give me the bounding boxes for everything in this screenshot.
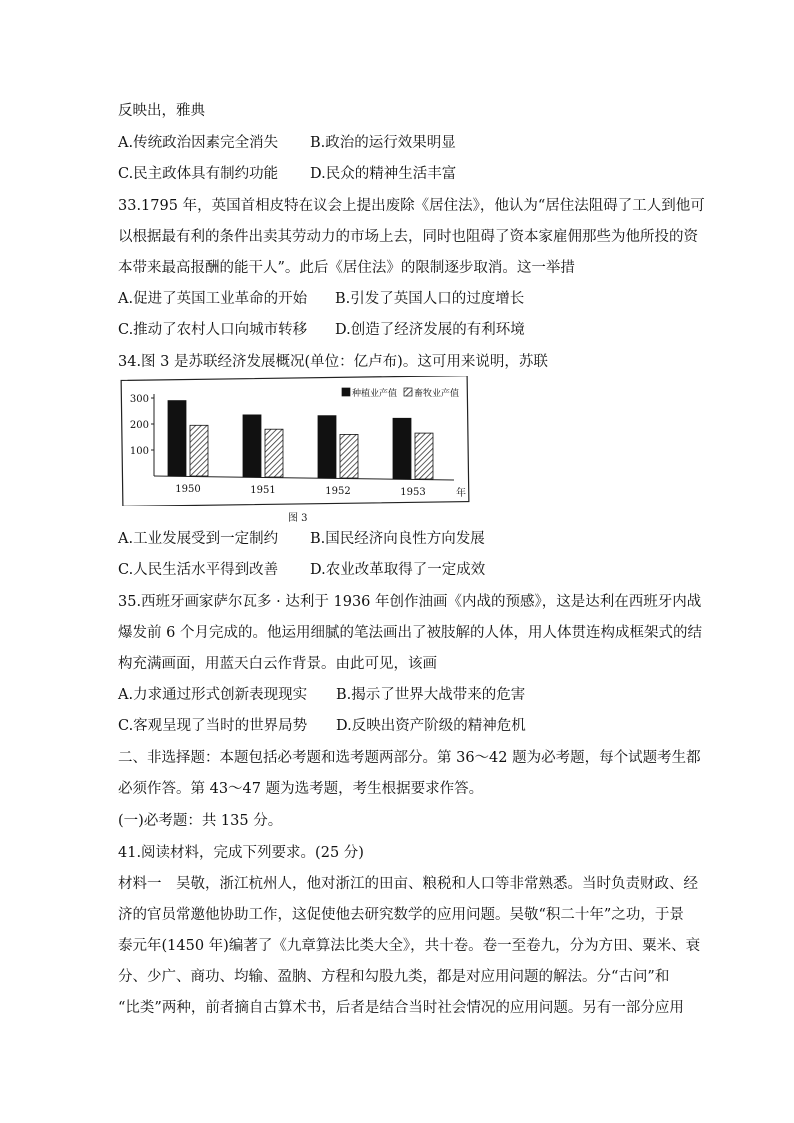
q33-stem-line-3: 本带来最高报酬的能干人”。此后《居住法》的限制逐步取消。这一举措: [118, 260, 575, 276]
q32-option-a: A.传统政治因素完全消失: [118, 135, 279, 151]
bar-livestock-1951: [265, 429, 283, 477]
q41-heading: 41.阅读材料，完成下列要求。(25 分): [118, 845, 364, 861]
q33-option-c: C.推动了农村人口向城市转移: [118, 322, 308, 338]
q34-option-c: C.人民生活水平得到改善: [118, 562, 279, 578]
material1-line-3: 泰元年(1450 年)编著了《九章算法比类大全》，共十卷。卷一至卷九，分为方田、粟米、衰: [118, 938, 701, 954]
bar-planting-1952: [318, 416, 336, 478]
q35-option-d: D.反映出资产阶级的精神危机: [336, 718, 526, 734]
x-axis-label: 年: [456, 488, 466, 499]
bar-planting-1950: [168, 401, 186, 476]
part2-intro-line-1: 二、非选择题：本题包括必考题和选考题两部分。第 36～42 题为必考题，每个试题考生都: [118, 750, 701, 766]
q35-stem-line-2: 爆发前 6 个月完成的。他运用细腻的笔法画出了被肢解的人体，用人体贯连构成框架式的结: [118, 625, 702, 641]
q32-option-b: B.政治的运行效果明显: [310, 135, 456, 151]
part2-intro-line-2: 必须作答。第 43～47 题为选考题，考生根据要求作答。: [118, 781, 484, 797]
x-tick-label: 1951: [250, 485, 276, 496]
q34-option-b: B.国民经济向良性方向发展: [310, 531, 485, 547]
required-section-heading: (一)必考题：共 135 分。: [118, 813, 283, 829]
legend-swatch: [404, 388, 412, 396]
bar-livestock-1953: [415, 433, 433, 479]
q32-option-c: C.民主政体具有制约功能: [118, 166, 279, 182]
bar-livestock-1952: [340, 434, 358, 478]
q32-option-d: D.民众的精神生活丰富: [310, 166, 457, 182]
legend-swatch: [342, 388, 350, 396]
q33-option-d: D.创造了经济发展的有利环境: [335, 322, 525, 338]
x-tick-label: 1950: [175, 484, 201, 495]
material1-line-5: “比类”两种，前者摘自古算术书，后者是结合当时社会情况的应用问题。另有一部分应用: [118, 1000, 684, 1016]
bar-livestock-1950: [190, 425, 208, 476]
q33-stem-line-1: 33.1795 年，英国首相皮特在议会上提出废除《居住法》，他认为“居住法阻碍了工人到他可: [118, 198, 705, 214]
q32-stem-tail: 反映出，雅典: [118, 103, 205, 119]
material1-line-1: 材料一 吴敬，浙江杭州人，他对浙江的田亩、粮税和人口等非常熟悉。当时负责财政、经: [118, 876, 698, 892]
figure-3-chart: [120, 376, 470, 506]
q35-option-c: C.客观呈现了当时的世界局势: [118, 718, 308, 734]
q33-option-b: B.引发了英国人口的过度增长: [335, 291, 525, 307]
x-tick-label: 1953: [400, 487, 426, 498]
bar-chart-svg: [120, 376, 470, 506]
q35-stem-line-3: 构充满画面，用蓝天白云作背景。由此可见，该画: [118, 656, 437, 672]
q34-stem: 34.图 3 是苏联经济发展概况(单位：亿卢布)。这可用来说明，苏联: [118, 354, 548, 370]
figure-caption: 图 3: [288, 513, 308, 524]
bar-planting-1951: [243, 415, 261, 477]
q34-option-a: A.工业发展受到一定制约: [118, 531, 279, 547]
q35-stem-line-1: 35.西班牙画家萨尔瓦多 · 达利于 1936 年创作油画《内战的预感》，这是达利在西班牙内战: [118, 594, 702, 610]
x-tick-label: 1952: [325, 486, 351, 497]
y-tick-label: 100: [129, 446, 149, 457]
q35-option-a: A.力求通过形式创新表现现实: [118, 687, 308, 703]
y-tick-label: 200: [129, 420, 149, 431]
legend-label: 种植业产值: [352, 389, 398, 399]
q33-option-a: A.促进了英国工业革命的开始: [118, 291, 308, 307]
legend-label: 畜牧业产值: [414, 389, 460, 399]
bar-planting-1953: [393, 418, 411, 479]
material1-line-4: 分、少广、商功、均输、盈朒、方程和勾股九类，都是对应用问题的解法。分“古问”和: [118, 969, 670, 985]
q35-option-b: B.揭示了世界大战带来的危害: [336, 687, 526, 703]
q34-option-d: D.农业改革取得了一定成效: [310, 562, 486, 578]
q33-stem-line-2: 以根据最有利的条件出卖其劳动力的市场上去，同时也阻碍了资本家雇佣那些为他所投的资: [118, 229, 698, 245]
material1-line-2: 济的官员常邀他协助工作，这促使他去研究数学的应用问题。吴敬“积二十年”之功，于景: [118, 907, 684, 923]
y-tick-label: 300: [129, 394, 149, 405]
